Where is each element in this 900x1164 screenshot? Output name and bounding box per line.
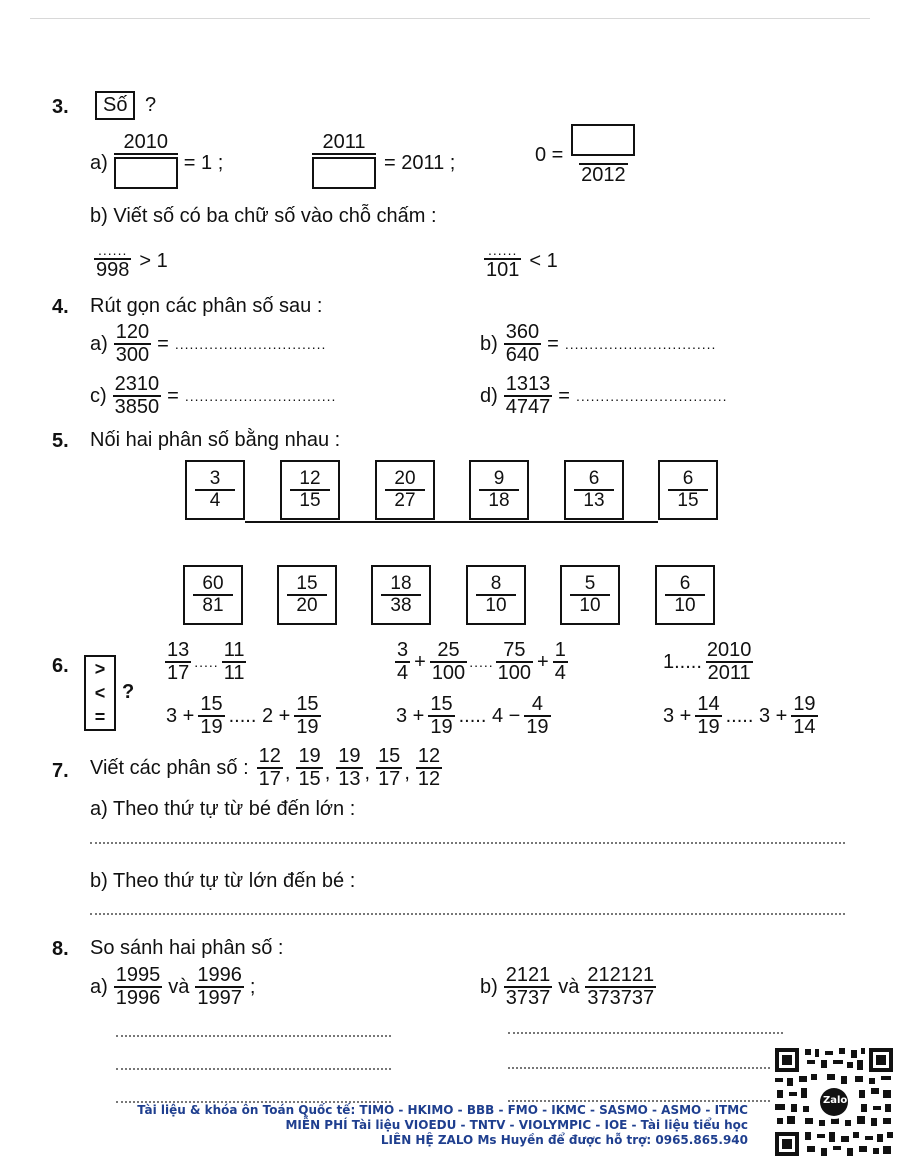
q5-title: Nối hai phân số bằng nhau : [90,429,341,451]
denominator: 19 [697,716,720,738]
numerator: 19 [338,745,361,767]
q4c-fraction [113,374,162,418]
zalo-logo-text: Zalo [823,1095,848,1106]
numerator: 19 [298,745,321,767]
separator: , [324,761,331,784]
denominator: 17 [378,768,401,790]
numerator: 2010 [706,639,752,661]
q3b-2 [484,243,558,281]
numerator: 12 [417,745,441,767]
card-numerator: 60 [202,573,224,595]
q4b-equals: = [547,332,559,355]
q3a3-denominator: 2012 [581,164,626,186]
numerator: 1995 [115,964,161,986]
q7a-instruction: a) Theo thứ tự từ bé đến lớn : [90,798,356,820]
numerator: 13 [167,639,190,661]
denominator: 2011 [707,662,751,684]
q3a3-answer-box[interactable] [571,124,635,156]
denominator: 17 [258,768,281,790]
zalo-qr-code[interactable] [773,1046,895,1158]
q4-item-b [480,322,716,366]
q4a-denominator: 300 [115,344,150,366]
q3b1-rhs: > 1 [139,250,168,273]
q4c-answer-blank[interactable]: ............................... [184,388,337,404]
card-denominator: 18 [479,489,519,511]
numerator: 11 [223,639,245,661]
card-numerator: 15 [296,573,318,595]
compare-blank[interactable]: ..... 3 + [725,704,788,727]
q4a-fraction [114,322,151,366]
denominator: 4 [554,662,566,684]
card-denominator: 20 [287,594,327,616]
q3a2-fraction [312,132,376,194]
denominator: 11 [223,662,245,684]
card-denominator: 4 [195,489,235,511]
q8b-and: và [558,975,580,998]
compare-blank[interactable]: 1..... [663,650,702,673]
q6-r1c2 [395,640,568,684]
q6-r2c1 [166,694,321,738]
q8a-label: a) [90,975,108,998]
q6-number: 6. [52,655,69,677]
footer-line-1: Tài liệu & khóa ôn Toán Quốc tế: TIMO - HKIMO - BBB - FMO - IKMC - SASMO - ASMO - ITMC [137,1103,748,1117]
numerator: 15 [378,745,401,767]
numerator: 15 [430,693,453,715]
q8b-answer-line-1[interactable] [508,1032,783,1034]
q4-number: 4. [52,296,69,318]
q8b [480,965,656,1009]
top-rule [30,18,870,19]
numerator: 1 [554,639,566,661]
q6-r1c1 [165,640,246,684]
card-denominator: 10 [665,594,705,616]
q4d-denominator: 4747 [505,396,551,418]
q8a-answer-line-2[interactable] [116,1068,391,1070]
compare-blank[interactable]: ..... [469,654,494,670]
card-numerator: 3 [209,468,221,490]
denominator: 100 [497,662,532,684]
q4d-label: d) [480,384,498,407]
q3a1-rhs: = 1 ; [183,151,224,174]
q5-top-card-6[interactable] [658,460,718,520]
q5-bottom-card-4[interactable] [466,565,526,625]
q7-title: Viết các phân số : [90,756,249,779]
q3a1-answer-box[interactable] [114,157,178,189]
card-denominator: 15 [290,489,330,511]
q7-number: 7. [52,760,69,782]
card-numerator: 18 [390,573,412,595]
q4b-label: b) [480,332,498,355]
numerator: 212121 [587,964,655,986]
q8-number: 8. [52,938,69,960]
q4d-equals: = [558,384,570,407]
denominator: 12 [417,768,441,790]
q5-top-card-4[interactable] [469,460,529,520]
card-numerator: 6 [588,468,600,490]
q3b1-fraction [94,243,131,281]
less-sign: < [94,683,106,703]
term: 3 + [396,704,425,727]
denominator: 100 [431,662,466,684]
q8a-end: ; [249,975,256,998]
q4b-denominator: 640 [505,344,540,366]
q3a-2 [312,132,455,194]
denominator: 19 [430,716,453,738]
q8b-answer-line-3[interactable] [508,1100,770,1102]
term: 3 + [663,704,692,727]
numerator: 15 [200,693,223,715]
plus-sign: + [537,650,549,673]
q5-bottom-card-5[interactable] [560,565,620,625]
numerator: 19 [793,693,816,715]
q4a-equals: = [157,332,169,355]
compare-blank[interactable]: ..... 4 − [458,704,521,727]
q5-bottom-card-1[interactable] [183,565,243,625]
q4d-fraction [504,374,553,418]
q4a-answer-blank[interactable]: ............................... [174,336,327,352]
q5-top-card-1[interactable] [185,460,245,520]
q5-top-card-5[interactable] [564,460,624,520]
card-denominator: 13 [574,489,614,511]
denominator: 3737 [505,987,551,1009]
q3b2-fraction [484,243,521,281]
q5-bottom-card-6[interactable] [655,565,715,625]
plus-sign: + [414,650,426,673]
q3b2-numerator-blank[interactable]: ...... [488,242,518,258]
q5-number: 5. [52,430,69,452]
q3-number: 3. [52,96,69,118]
q4-item-d [480,374,728,418]
card-numerator: 6 [679,573,691,595]
denominator: 15 [298,768,321,790]
q3-title [95,91,156,120]
card-numerator: 9 [493,468,505,490]
q4-item-a [90,322,326,366]
q3-title-mark: ? [145,94,157,116]
q4a-label: a) [90,332,108,355]
footer-advert [137,1103,748,1148]
denominator: 373737 [587,987,655,1009]
q4d-numerator: 1313 [505,373,551,395]
q7b-answer-line[interactable] [90,913,845,915]
card-numerator: 12 [299,468,321,490]
denominator: 13 [338,768,361,790]
card-denominator: 27 [385,489,425,511]
q3a3-fraction [569,124,637,186]
q4d-answer-blank[interactable]: ............................... [575,388,728,404]
compare-blank[interactable]: ..... 2 + [228,704,291,727]
numerator: 2121 [505,964,551,986]
q6-r1c3 [663,640,753,684]
card-denominator: 15 [668,489,708,511]
q5-connector-line [245,521,658,523]
separator: , [404,761,410,784]
q4b-answer-blank[interactable]: ............................... [564,336,717,352]
numerator: 4 [531,693,543,715]
q3b1-denominator: 998 [96,258,130,281]
q6-r2c2 [396,694,551,738]
card-denominator: 81 [193,594,233,616]
q3a2-answer-box[interactable] [312,157,376,189]
q3a3-lhs: 0 = [535,143,564,166]
numerator: 1996 [197,964,242,986]
q3b1-numerator-blank[interactable]: ...... [98,242,128,258]
q3-title-box: Số [95,91,135,120]
separator: , [364,761,371,784]
q5-top-card-3[interactable] [375,460,435,520]
denominator: 19 [526,716,549,738]
denominator: 4 [397,662,409,684]
card-numerator: 6 [682,468,694,490]
denominator: 17 [167,662,190,684]
q6-mark: ? [122,681,135,703]
q7a-answer-line[interactable] [90,842,845,844]
q8a-and: và [168,975,190,998]
numerator: 15 [296,693,319,715]
footer-line-3: LIÊN HỆ ZALO Ms Huyền để được hỗ trợ: 0965.865.940 [380,1133,748,1147]
denominator: 19 [200,716,223,738]
q5-bottom-card-3[interactable] [371,565,431,625]
q3a1-fraction [114,132,178,194]
card-denominator: 10 [476,594,516,616]
q4c-equals: = [167,384,179,407]
q3b2-denominator: 101 [486,258,520,281]
q8b-answer-line-2[interactable] [508,1067,770,1069]
q3a1-numerator: 2010 [123,131,169,153]
q8-title: So sánh hai phân số : [90,937,284,959]
q8a [90,965,255,1009]
equal-sign: = [94,707,106,727]
separator: , [284,761,291,784]
q3a2-numerator: 2011 [322,131,366,153]
denominator: 1996 [115,987,161,1009]
denominator: 14 [793,716,816,738]
q4b-numerator: 360 [505,321,540,343]
term: 3 + [166,704,195,727]
denominator: 19 [296,716,319,738]
footer-line-2: MIỄN PHÍ Tài liệu VIOEDU - TNTV - VIOLYMPIC - IOE - Tài liệu tiểu học [285,1118,748,1132]
q3a-3 [535,124,637,186]
numerator: 25 [437,639,460,661]
card-numerator: 8 [490,573,502,595]
q3b-instruction: b) Viết số có ba chữ số vào chỗ chấm : [90,205,437,227]
q4b-fraction [504,322,541,366]
q3b-1 [94,243,168,281]
q5-bottom-card-2[interactable] [277,565,337,625]
q5-top-card-2[interactable] [280,460,340,520]
q6-sign-box [84,655,116,731]
card-denominator: 38 [381,594,421,616]
numerator: 12 [258,745,281,767]
q4-title: Rút gọn các phân số sau : [90,295,323,317]
q4c-label: c) [90,384,107,407]
q3a-1 [90,132,223,194]
q4-item-c [90,374,336,418]
q4c-numerator: 2310 [114,373,160,395]
greater-sign: > [94,659,106,679]
q3b2-rhs: < 1 [529,250,558,273]
numerator: 75 [503,639,526,661]
q4a-numerator: 120 [115,321,150,343]
card-numerator: 5 [584,573,596,595]
q3a2-rhs: = 2011 ; [384,151,456,174]
q6-r2c3 [663,694,818,738]
numerator: 3 [397,639,409,661]
q7-statement [90,744,442,792]
denominator: 1997 [197,987,242,1009]
numerator: 14 [697,693,720,715]
q8b-label: b) [480,975,498,998]
q4c-denominator: 3850 [114,396,160,418]
q8a-answer-line-1[interactable] [116,1035,391,1037]
compare-blank[interactable]: ..... [194,654,219,670]
card-denominator: 10 [570,594,610,616]
card-numerator: 20 [394,468,416,490]
q3a-label: a) [90,151,108,174]
q7b-instruction: b) Theo thứ tự từ lớn đến bé : [90,870,356,892]
